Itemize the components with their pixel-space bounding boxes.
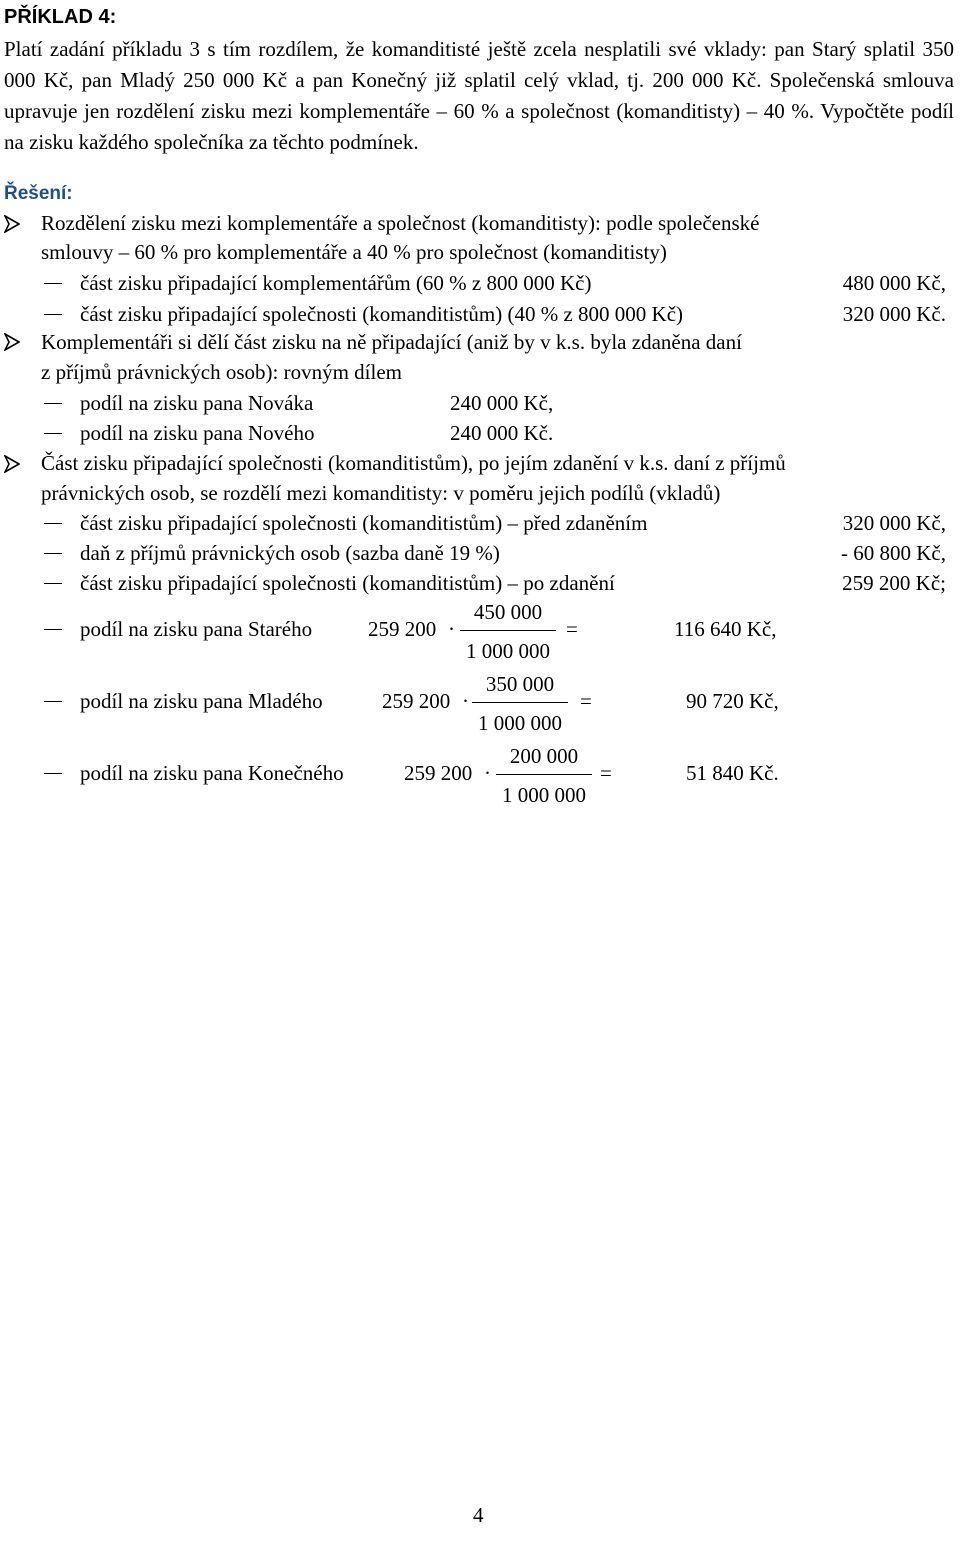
- share-mladeho-dot: ·: [462, 689, 469, 713]
- dash-bullet: [44, 433, 62, 434]
- section3-line2: právnických osob, se rozdělí mezi komanditisty: v poměru jejich podílů (vkladů): [41, 481, 721, 505]
- section3-item1-value: 320 000 Kč,: [842, 511, 946, 535]
- share-konecneho-dot: ·: [484, 761, 491, 785]
- dash-bullet: [44, 629, 62, 630]
- dash-bullet: [44, 553, 62, 554]
- share-mladeho-denominator: 1 000 000: [478, 711, 562, 736]
- share-konecneho-label: podíl na zisku pana Konečného: [80, 761, 344, 785]
- share-konecneho-fraction: [496, 744, 592, 807]
- example-title: PŘÍKLAD 4:: [4, 6, 117, 28]
- share-stareho-equals: =: [566, 617, 578, 641]
- share-mladeho-numerator: 350 000: [485, 672, 555, 696]
- dash-bullet: [44, 283, 62, 284]
- section3-line1: Část zisku připadající společnosti (komanditistům), po jejím zdanění v k.s. daní z příjmů: [41, 451, 786, 475]
- section3-item2-value: - 60 800 Kč,: [841, 541, 946, 565]
- section1-line1: Rozdělení zisku mezi komplementáře a společnost (komanditisty): podle společenské: [41, 211, 760, 235]
- share-stareho-numerator: 450 000: [473, 600, 543, 624]
- arrow-bullet-icon: [4, 215, 20, 233]
- share-konecneho-value: 51 840 Kč.: [686, 761, 779, 785]
- section3-item3-label: část zisku připadající společnosti (komanditistům) – po zdanění: [80, 571, 615, 595]
- dash-bullet: [44, 314, 62, 315]
- fraction-bar: [460, 630, 556, 631]
- section3-item3-value: 259 200 Kč;: [842, 571, 946, 595]
- share-mladeho-base: 259 200: [382, 689, 451, 713]
- arrow-bullet-icon: [4, 333, 20, 351]
- dash-bullet: [44, 701, 62, 702]
- section2-item2-label: podíl na zisku pana Nového: [80, 421, 315, 445]
- section3-item2-label: daň z příjmů právnických osob (sazba daně 19 %): [80, 541, 500, 565]
- dash-bullet: [44, 583, 62, 584]
- share-stareho-fraction: [460, 600, 556, 663]
- section1-item1-value: 480 000 Kč,: [842, 271, 946, 295]
- solution-label: Řešení:: [4, 183, 73, 204]
- share-mladeho-equals: =: [580, 689, 592, 713]
- section2-line1: Komplementáři si dělí část zisku na ně připadající (aniž by v k.s. byla zdaněna daní: [41, 330, 742, 354]
- fraction-bar: [496, 774, 592, 775]
- section2-line2: z příjmů právnických osob): rovným dílem: [41, 360, 403, 384]
- share-mladeho-value: 90 720 Kč,: [686, 689, 779, 713]
- section2-item1-value: 240 000 Kč,: [450, 391, 554, 415]
- share-stareho-value: 116 640 Kč,: [674, 617, 777, 641]
- dash-bullet: [44, 523, 62, 524]
- share-konecneho-numerator: 200 000: [509, 744, 579, 768]
- share-stareho-denominator: 1 000 000: [466, 639, 550, 664]
- arrow-bullet-icon: [4, 455, 20, 473]
- section1-line2: smlouvy – 60 % pro komplementáře a 40 % pro společnost (komanditisty): [41, 240, 667, 264]
- share-konecneho-equals: =: [600, 761, 612, 785]
- fraction-bar: [472, 702, 568, 703]
- share-mladeho-label: podíl na zisku pana Mladého: [80, 689, 323, 713]
- share-konecneho-denominator: 1 000 000: [502, 783, 586, 808]
- task-text: Platí zadání příkladu 3 s tím rozdílem, že komanditisté ještě zcela nesplatili své vklady: pan Starý splatil 350 000 Kč, pan Mladý 250 000 Kč a pan Konečný již splatil celý vklad, tj. 200 000 Kč. Společenská smlouva upravuje jen rozdělení zisku mezi komplementáře – 60 % a společnost (komanditisty) – 40 %. Vypočtěte podíl na zisku každého společníka za těchto podmínek.: [4, 37, 954, 154]
- share-konecneho-base: 259 200: [404, 761, 473, 785]
- dash-bullet: [44, 773, 62, 774]
- share-mladeho-fraction: [472, 672, 568, 735]
- share-stareho-dot: ·: [448, 617, 455, 641]
- section3-item1-label: část zisku připadající společnosti (komanditistům) – před zdaněním: [80, 511, 648, 535]
- section2-item1-label: podíl na zisku pana Nováka: [80, 391, 314, 415]
- section1-item1-label: část zisku připadající komplementářům (60 % z 800 000 Kč): [80, 271, 592, 295]
- share-stareho-base: 259 200: [368, 617, 437, 641]
- dash-bullet: [44, 403, 62, 404]
- section1-item2-value: 320 000 Kč.: [842, 302, 946, 326]
- page-number: 4: [473, 1503, 484, 1527]
- section2-item2-value: 240 000 Kč.: [450, 421, 554, 445]
- section1-item2-label: část zisku připadající společnosti (komanditistům) (40 % z 800 000 Kč): [80, 302, 684, 326]
- share-stareho-label: podíl na zisku pana Starého: [80, 617, 313, 641]
